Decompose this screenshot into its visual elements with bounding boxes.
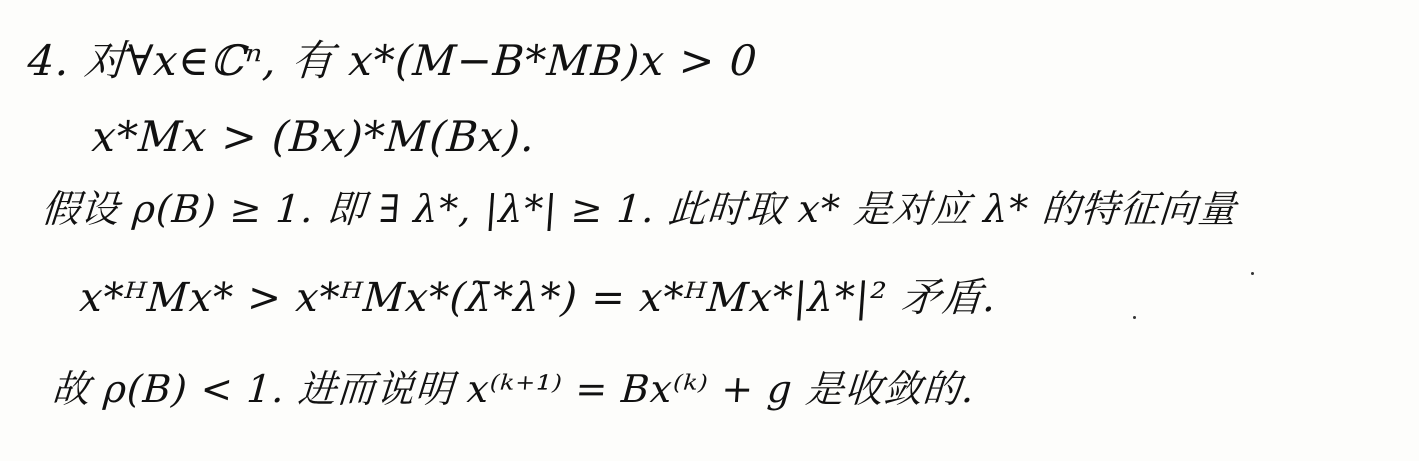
text-line-2: x*Mx > (Bx)*M(Bx). (90, 112, 537, 161)
ink-speck (1251, 272, 1254, 275)
text-line-1: 4. 对∀x∈ℂⁿ, 有 x*(M−B*MB)x > 0 (26, 36, 760, 85)
text-line-5: 故 ρ(B) < 1. 进而说明 x⁽ᵏ⁺¹⁾ = Bx⁽ᵏ⁾ + g 是收敛的. (50, 367, 977, 411)
text-line-3: 假设 ρ(B) ≥ 1. 即 ∃ λ*, |λ*| ≥ 1. 此时取 x* 是对应 λ* 的特征向量 (40, 187, 1239, 231)
ink-speck (1133, 316, 1136, 319)
text-line-4: x*ᴴMx* > x*ᴴMx*(λ̄*λ*) = x*ᴴMx*|λ*|² 矛盾. (78, 275, 999, 321)
